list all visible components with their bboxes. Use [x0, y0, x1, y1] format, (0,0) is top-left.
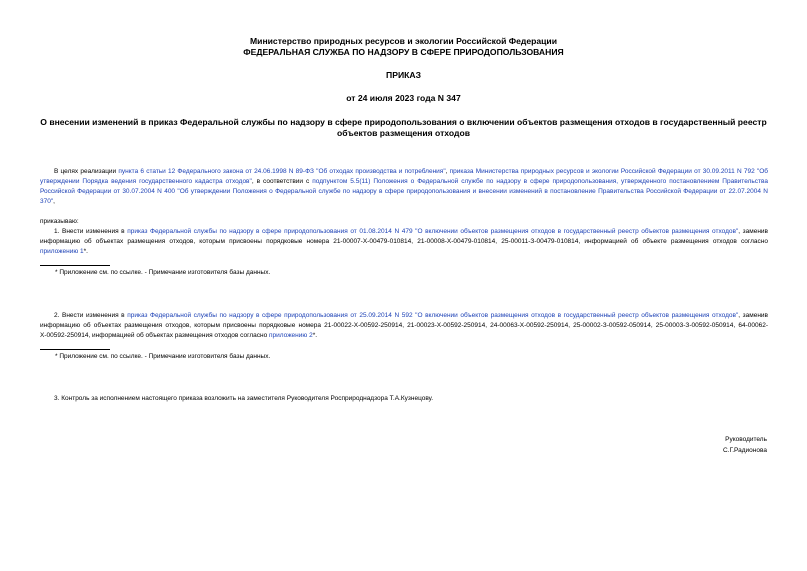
link-appendix-1[interactable]: приложению 1	[40, 248, 84, 255]
preamble-text: ,	[53, 198, 55, 205]
signature-position: Руководитель	[725, 436, 767, 443]
item-1-text: *.	[83, 248, 88, 255]
link-federal-law-89[interactable]: пункта 6 статьи 12 Федерального закона от 24.06.1998 N 89-ФЗ "Об отходах производства и потребления"	[118, 168, 446, 175]
signature-name: С.Г.Радионова	[722, 447, 767, 454]
footnote-divider-1	[40, 265, 110, 266]
link-order-479[interactable]: приказ Федеральной службы по надзору в сфере природопользования от 01.08.2014 N 479 "О включении объектов размещения отходов в государственный реестр объектов размещения отходов"	[127, 228, 739, 235]
item-2-paragraph	[40, 311, 768, 341]
preamble-text: , в соответствии с	[251, 178, 313, 185]
item-2-text: *.	[312, 332, 318, 339]
preamble-text: ,	[445, 168, 450, 175]
footnote-2: * Приложение см. по ссылке. - Примечание изготовителя базы данных.	[55, 353, 271, 360]
ministry-name: Министерство природных ресурсов и экологии Российской Федерации	[250, 36, 557, 46]
item-3-paragraph: 3. Контроль за исполнением настоящего приказа возложить на заместителя Руководителя Росприроднадзора Т.А.Кузнецову.	[54, 395, 434, 402]
link-order-592[interactable]: приказ Федеральной службы по надзору в сфере природопользования от 25.09.2014 N 592 "О включении объектов размещения отходов в государственный реестр объектов размещения отходов"	[127, 312, 739, 319]
document-title: О внесении изменений в приказ Федеральной службы по надзору в сфере природопользования о включении объектов размещения отходов в государственный реестр объектов размещения отходов	[40, 117, 767, 138]
footnote-1: * Приложение см. по ссылке. - Примечание изготовителя базы данных.	[55, 269, 271, 276]
footnote-divider-2	[40, 349, 110, 350]
link-regulation-400[interactable]: подпунктом 5.5(11) Положения о Федеральной службе по надзору в сфере природопользования, утвержденного постановлением Правительства Российской Федерации от 30.07.2004 N 400 "Об утверждении Положения о Федеральной службе по надзору в сфере природопользования и внесении изменений в постановление Правительства Российской Федерации от 22.07.2004 N 370"	[40, 178, 768, 205]
item-1-paragraph	[40, 227, 768, 257]
preamble-text: В целях реализации	[54, 168, 119, 175]
service-name: ФЕДЕРАЛЬНАЯ СЛУЖБА ПО НАДЗОРУ В СФЕРЕ ПРИРОДОПОЛЬЗОВАНИЯ	[243, 47, 564, 57]
item-2-text: 2. Внести изменения в	[54, 312, 128, 319]
document-date-number: от 24 июля 2023 года N 347	[346, 93, 461, 103]
document-type: ПРИКАЗ	[386, 70, 421, 80]
preamble-paragraph	[40, 167, 768, 207]
order-word: приказываю:	[40, 218, 79, 225]
link-order-792[interactable]: приказа Министерства природных ресурсов и экологии Российской Федерации от 30.09.2011 N 792 "Об утверждении Порядка ведения государственного кадастра отходов"	[40, 168, 768, 185]
item-2-text: , заменив информацию об объектах размещения отходов, которым присвоены порядковые номера 21-00022-Х-00592-250914, 21-00023-Х-00592-250914, 24-00063-Х-00592-250914, 25-00002-З-00592-050914, 25-00003-З-00592-050914, 64-00062-Х-00592-250914, информацией об объектах размещения отходов согласно	[40, 312, 768, 339]
item-1-text: 1. Внести изменения в	[54, 228, 128, 235]
link-appendix-2[interactable]: приложению 2	[269, 332, 313, 339]
item-1-text: , заменив информацию об объектах размещения отходов, которым присвоены порядковые номера 21-00007-Х-00479-010814, 21-00008-Х-00479-010814, 25-00011-З-00479-010814, информацией об объекте размещения отходов согласно	[40, 228, 768, 245]
